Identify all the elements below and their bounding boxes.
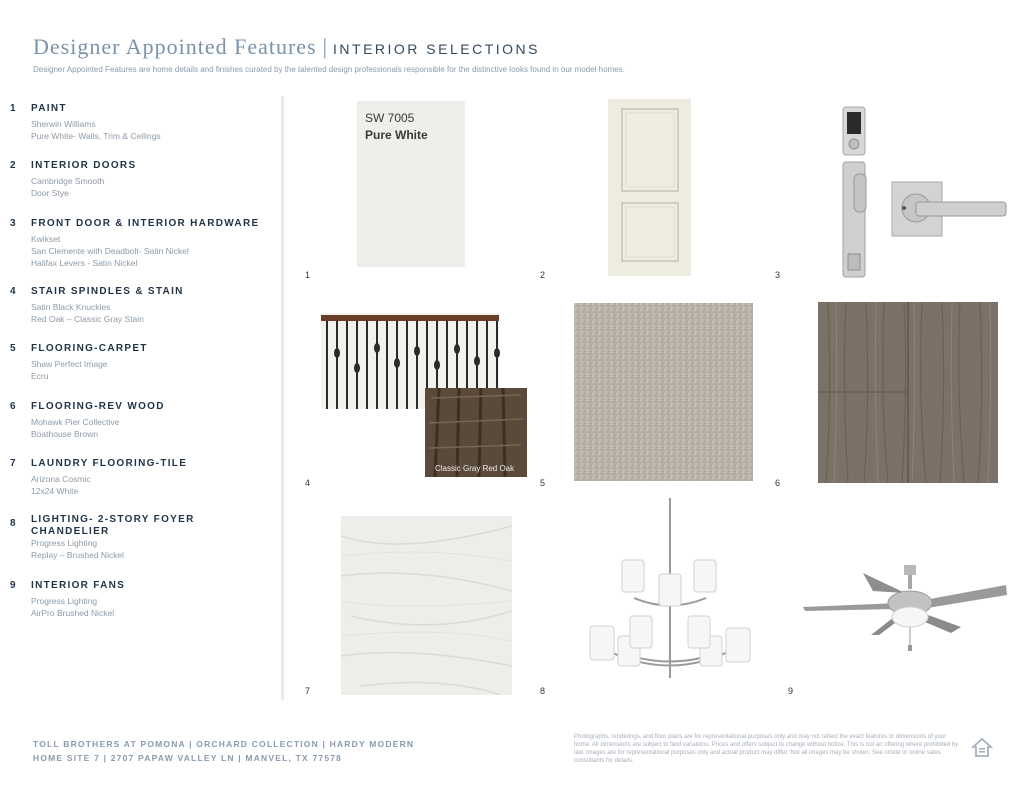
selection-detail: Red Oak – Classic Gray Stain (31, 314, 144, 324)
intro-text: Designer Appointed Features are home details and finishes curated by the talented design professionals responsible for the distinctive looks found in our model homes. (33, 65, 625, 74)
selection-number: 4 (10, 286, 16, 297)
selection-title: STAIR SPINDLES & STAIN (31, 286, 184, 297)
selection-detail: Progress Lighting (31, 596, 98, 606)
ceiling-fan-image (801, 563, 1009, 659)
vertical-divider (281, 96, 284, 700)
door-hardware-image (838, 104, 1010, 282)
selection-title: INTERIOR FANS (31, 580, 126, 591)
selection-detail: Shaw Perfect Image (31, 359, 108, 369)
selection-title: LIGHTING- 2-STORY FOYER CHANDELIER (31, 514, 195, 537)
swatch-number-5: 5 (540, 478, 546, 488)
address-line: HOME SITE 7 | 2707 PAPAW VALLEY LN | MANVEL, TX 77578 (33, 753, 343, 763)
selection-detail: Kwikset (31, 234, 61, 244)
wood-flooring-swatch (818, 302, 998, 483)
swatch-number-8: 8 (540, 686, 546, 696)
title-separator: | (322, 34, 328, 59)
selection-detail: Replay – Brushed Nickel (31, 550, 125, 560)
selection-number: 1 (10, 103, 16, 114)
selection-number: 8 (10, 518, 16, 529)
swatch-number-3: 3 (775, 270, 781, 280)
paint-swatch (357, 101, 465, 267)
swatch-number-4: 4 (305, 478, 311, 488)
selection-number: 3 (10, 218, 16, 229)
page-title-row (33, 34, 540, 60)
selection-title: LAUNDRY FLOORING-TILE (31, 458, 188, 469)
selection-detail: 12x24 White (31, 486, 79, 496)
selection-title: FRONT DOOR & INTERIOR HARDWARE (31, 218, 260, 229)
selection-number: 6 (10, 401, 16, 412)
swatch-number-1: 1 (305, 270, 311, 280)
selection-detail: Ecru (31, 371, 49, 381)
selection-title: PAINT (31, 103, 67, 114)
selection-detail: AirPro Brushed Nickel (31, 608, 115, 618)
selection-detail: Cambridge Smooth (31, 176, 105, 186)
selection-detail: Sherwin Williams (31, 119, 96, 129)
swatch-number-7: 7 (305, 686, 311, 696)
selection-detail: Progress Lighting (31, 538, 98, 548)
selection-detail: Satin Black Knuckles (31, 302, 111, 312)
selection-number: 9 (10, 580, 16, 591)
page-title: Designer Appointed Features (33, 34, 317, 59)
paint-code: SW 7005 (365, 111, 415, 125)
community-info (33, 737, 414, 765)
selection-detail: Pure White- Walls, Trim & Ceilings (31, 131, 161, 141)
swatch-number-6: 6 (775, 478, 781, 488)
selection-number: 5 (10, 343, 16, 354)
carpet-swatch (574, 303, 753, 481)
selection-detail: Halifax Levers - Satin Nickel (31, 258, 138, 268)
tile-swatch (341, 516, 512, 695)
swatch-number-2: 2 (540, 270, 546, 280)
selection-number: 7 (10, 458, 16, 469)
door-image (608, 99, 691, 276)
chandelier-image (586, 498, 754, 688)
selection-detail: San Clemente with Deadbolt- Satin Nickel (31, 246, 189, 256)
selection-title: FLOORING-CARPET (31, 343, 148, 354)
selection-detail: Arizona Cosmic (31, 474, 91, 484)
page-subtitle: INTERIOR SELECTIONS (333, 41, 540, 57)
swatch-number-9: 9 (788, 686, 794, 696)
selection-title: FLOORING-REV WOOD (31, 401, 165, 412)
selection-detail: Boathouse Brown (31, 429, 99, 439)
selection-title: INTERIOR DOORS (31, 160, 137, 171)
disclaimer-text: Photographs, renderings, and floor plans are for representational purposes only and may not reflect the exact features or dimensions of your home. All dimensions are subject to field variations. Prices and offers subject to change without notice. This is not an offering where prohibited by law. Images are for representational purposes only and actual product may differ. Not all images may be shown. See onsite or online sales consultants for details. (574, 734, 959, 764)
equal-housing-icon (971, 737, 993, 759)
selection-number: 2 (10, 160, 16, 171)
stain-label: Classic Gray Red Oak (435, 464, 515, 473)
stair-spindles-image (321, 313, 527, 477)
paint-name: Pure White (365, 128, 428, 142)
selection-detail: Mohawk Pier Collective (31, 417, 120, 427)
selection-detail: Door Stye (31, 188, 69, 198)
community-line: TOLL BROTHERS AT POMONA | ORCHARD COLLECTION | HARDY MODERN (33, 739, 415, 749)
